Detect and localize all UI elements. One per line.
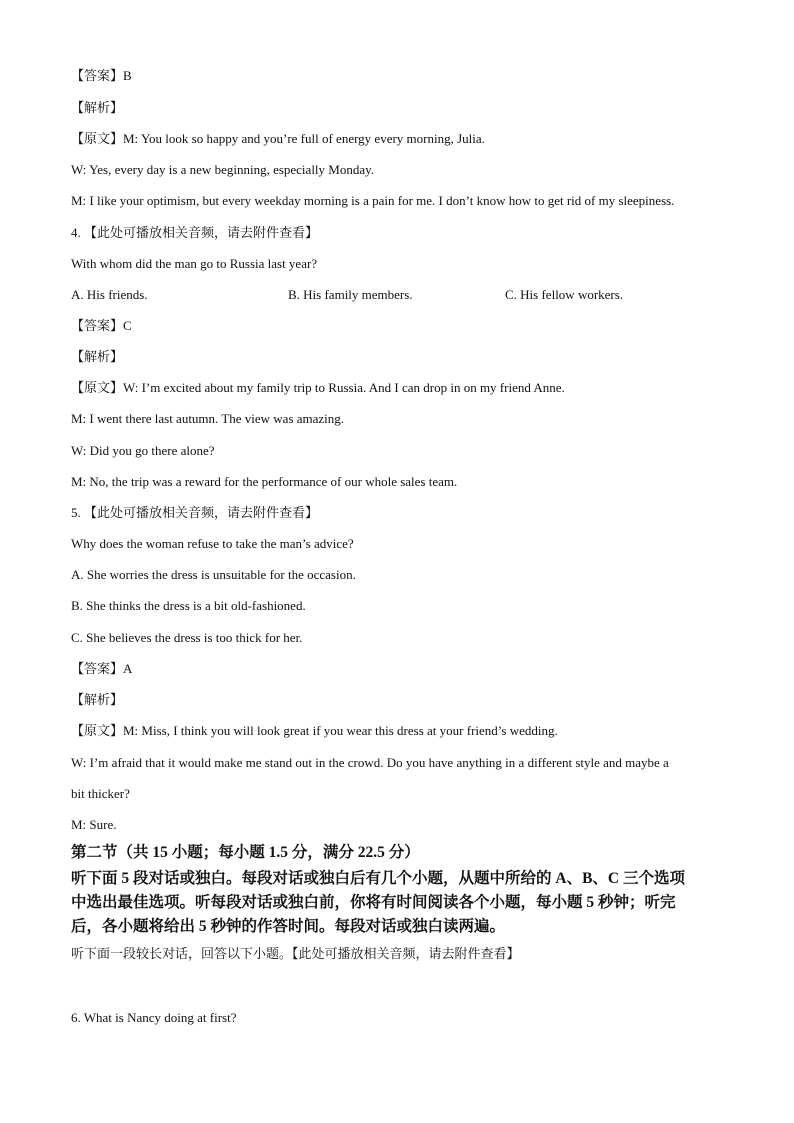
q4-analysis: 【解析】 — [71, 349, 124, 364]
q5-transcript-line: 【原文】M: Miss, I think you will look great if you wear this dress at your friend’s wedding. — [71, 723, 558, 738]
q4-answer: 【答案】C — [71, 318, 132, 333]
q5-question: Why does the woman refuse to take the man’s advice? — [71, 536, 354, 551]
q4-option-a: A. His friends. — [71, 287, 148, 302]
section-intro: 听下面一段较长对话，回答以下小题。【此处可播放相关音频，请去附件查看】 — [71, 947, 520, 962]
q5-transcript-line: M: Sure. — [71, 817, 117, 832]
q4-question: With whom did the man go to Russia last year? — [71, 256, 318, 271]
section-instructions-line: 中选出最佳选项。听每段对话或独白前，你将有时间阅读各个小题，每小题 5 秒钟；听完 — [71, 894, 676, 911]
q4-option-c: C. His fellow workers. — [505, 287, 624, 302]
q5-option-a: A. She worries the dress is unsuitable for the occasion. — [71, 567, 356, 582]
q5-transcript-line: bit thicker? — [71, 786, 130, 801]
q5-option-c: C. She believes the dress is too thick for her. — [71, 630, 303, 645]
q4-transcript-line: M: I went there last autumn. The view was amazing. — [71, 411, 345, 426]
q3-transcript-line: 【原文】M: You look so happy and you’re full of energy every morning, Julia. — [71, 131, 485, 146]
section-instructions-line: 后，各小题将给出 5 秒钟的作答时间。每段对话或独白读两遍。 — [71, 918, 506, 935]
q4-option-b: B. His family members. — [288, 287, 413, 302]
q3-transcript-line: M: I like your optimism, but every weekday morning is a pain for me. I don’t know how to get rid of my sleepiness. — [71, 193, 675, 208]
section-instructions-line: 听下面 5 段对话或独白。每段对话或独白后有几个小题，从题中所给的 A、B、C 三个选项 — [71, 870, 685, 887]
q5-answer: 【答案】A — [71, 661, 133, 676]
q4-header: 4. 【此处可播放相关音频，请去附件查看】 — [71, 225, 319, 240]
q6-question: 6. What is Nancy doing at first? — [71, 1010, 237, 1025]
q4-transcript-line: 【原文】W: I’m excited about my family trip to Russia. And I can drop in on my friend Anne. — [71, 380, 565, 395]
q4-transcript-line: M: No, the trip was a reward for the performance of our whole sales team. — [71, 474, 458, 489]
q3-analysis: 【解析】 — [71, 100, 124, 115]
q5-analysis: 【解析】 — [71, 692, 124, 707]
q3-answer: 【答案】B — [71, 68, 132, 83]
q5-header: 5. 【此处可播放相关音频，请去附件查看】 — [71, 505, 319, 520]
q3-transcript-line: W: Yes, every day is a new beginning, especially Monday. — [71, 162, 375, 177]
section-title: 第二节（共 15 小题；每小题 1.5 分，满分 22.5 分） — [71, 844, 420, 861]
q5-transcript-line: W: I’m afraid that it would make me stand out in the crowd. Do you have anything in a different style and maybe a — [71, 755, 669, 770]
q5-option-b: B. She thinks the dress is a bit old-fashioned. — [71, 598, 306, 613]
q4-transcript-line: W: Did you go there alone? — [71, 443, 215, 458]
